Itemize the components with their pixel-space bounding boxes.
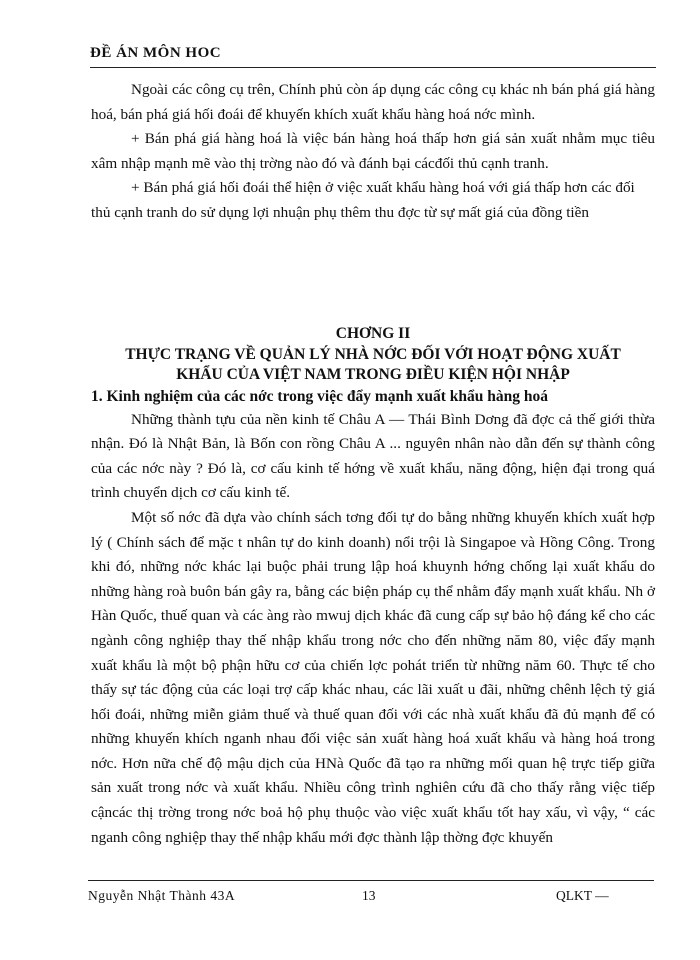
page-header-title: ĐỀ ÁN MÔN HOC: [90, 45, 222, 61]
document-body: [91, 78, 655, 850]
intro-paragraph: Ngoài các công cụ trên, Chính phủ còn áp dụng các công cụ khác nh bán phá giá hàng hoá, bán phá giá hối đoái để khuyến khích xuất khẩu hàng hoá nớc mình.: [91, 81, 655, 123]
header-rule: [90, 67, 656, 68]
intro-paragraph: + Bán phá giá hàng hoá là việc bán hàng hoá thấp hơn giá sản xuất nhằm mục tiêu xâm nhập mạnh mẽ vào thị trờng nào đó và đánh bại cácđối thủ cạnh tranh.: [91, 130, 655, 172]
section-heading: 1. Kinh nghiệm của các nớc trong việc đẩy mạnh xuất khẩu hàng hoá: [91, 387, 549, 405]
footer-rule: [88, 880, 654, 881]
footer-department: QLKT —: [556, 888, 609, 903]
body-paragraph: Một số nớc đã dựa vào chính sách tơng đối tự do bằng những khuyến khích xuất hợp lý ( Chính sách để mặc t nhân tự do kinh doanh) nổi trội là Singapoe và Hồng Công. Trong khi đó, những nớc khác lại buộc phải trung lập hoá khuynh hớng chống lại xuất khẩu do những hàng roà buôn bán gây ra, bằng các biện pháp cụ thể nhằm đẩy mạnh xuất khẩu. Nh ở Hàn Quốc, thuế quan và các àng rào mwuj dịch khác đã cung cấp sự bảo hộ đáng kể cho các ngành công nghiệp thay thế nhập khẩu trong nớc cho đến những năm 80, việc đẩy mạnh xuất khẩu là một bộ phận hữu cơ của chiến lợc pohát triển từ những năm 60. Thực tế cho thấy sự tác động của các loại trợ cấp khác nhau, các lãi xuất u đãi, những chênh lệch tỷ giá hối đoái, những miễn giảm thuế và thuế quan đối với các nhà xuất khẩu đã đủ mạnh để có những khuyến khích nganh nhau đối việc sản xuất hàng hoá xuất khẩu và hàng hoá trong nớc. Hơn nữa chế độ mậu dịch của HNà Quốc đã tạo ra những mối quan hệ trực tiếp giữa sản xuất trong nớc và xuất khẩu. Nhiều công trình nghiên cứu đã cho thấy rằng việc tiếp cậncác thị trờng trong nớc boả hộ phụ thuộc vào việc xuất khẩu tốt hay xấu, vì vậy, “ các nganh công nghiệp thay thế nhập khẩu mới đợc thành lập thờng đợc khuyến: [91, 508, 655, 846]
footer-author: Nguyễn Nhật Thành 43A: [88, 888, 236, 903]
body-paragraph: Những thành tựu của nền kinh tế Châu A — Thái Bình Dơng đã đợc cả thế giới thừa nhận. Đó là Nhật Bản, là Bốn con rồng Châu A ... nguyên nhân nào dẫn đến sự thành công của các nớc này ? Đó là, cơ cấu kinh tế hớng về xuất khẩu, năng động, hiện đại trong quá trình chuyển dịch cơ cấu kinh tế.: [91, 410, 655, 502]
intro-paragraph: + Bán phá giá hối đoái thể hiện ở việc xuất khẩu hàng hoá với giá thấp hơn các đối thủ cạnh tranh do sử dụng lợi nhuận phụ thêm thu đợc từ sự mất giá của đồng tiền: [91, 179, 635, 221]
chapter-title-line-2: KHẨU CỦA VIỆT NAM TRONG ĐIỀU KIỆN HỘI NHẬP: [176, 365, 570, 383]
chapter-title-line-1: THỰC TRẠNG VỀ QUẢN LÝ NHÀ NỚC ĐỐI VỚI HOẠT ĐỘNG XUẤT: [125, 345, 621, 363]
footer-page-number: 13: [362, 888, 376, 903]
chapter-label: CHƠNG II: [335, 324, 411, 342]
section-spacer: [91, 226, 655, 324]
